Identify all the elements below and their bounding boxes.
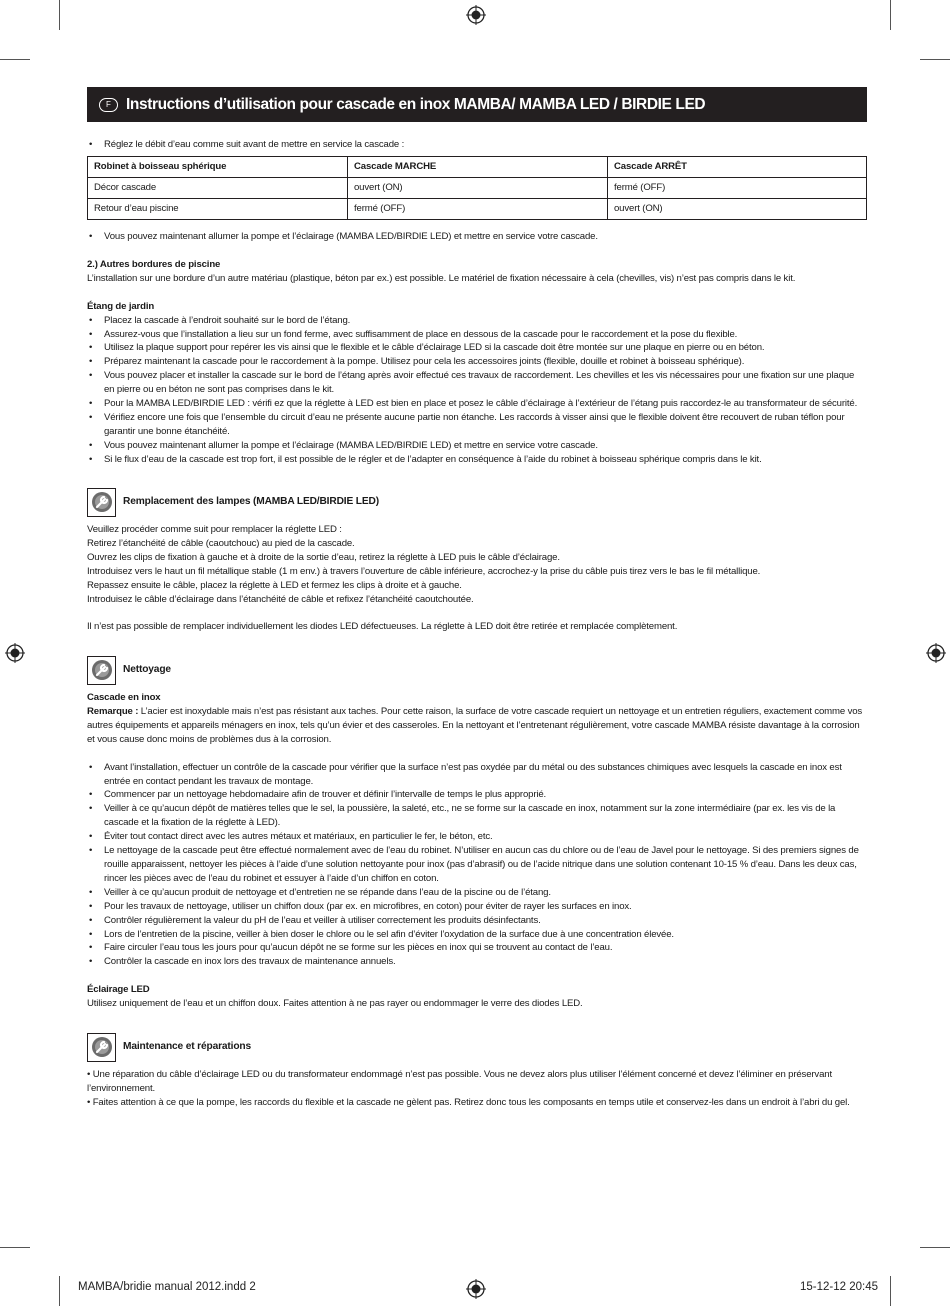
stainless-heading: Cascade en inox [87, 692, 161, 703]
table-cell: Décor cascade [88, 178, 348, 199]
list-item: • Vous pouvez placer et installer la cascade sur le bord de l’étang après avoir effectué ces travaux de raccordement. Les chevilles et les vis nécessaires pour une fixation sur une plaque en pierre ou en béton ne sont pas comprises dans le kit. [87, 369, 867, 397]
table-cell: fermé (OFF) [348, 199, 608, 220]
maintenance-section [87, 1031, 867, 1110]
flow-table-wrap [87, 156, 867, 220]
tools-icon [87, 1033, 116, 1062]
lamps-note: Il n’est pas possible de remplacer individuellement les diodes LED défectueuses. La réglette à LED doit être retirée et remplacée complètement. [87, 621, 678, 633]
list-item: • Pour les travaux de nettoyage, utiliser un chiffon doux (par ex. en microfibres, en coton) pour éviter de rayer les surfaces en inox. [87, 900, 867, 914]
text-line: Introduisez vers le haut un fil métallique stable (1 m env.) à travers l’ouverture de câble inférieure, accrochez-y la prise du câble puis tirez vers le bas le fil métallique. [87, 565, 761, 577]
list-item: • Utilisez la plaque support pour repérer les vis ainsi que le flexible et le câble d’éclairage LED si la cascade doit être montée sur une plaque en pierre ou en béton. [87, 341, 867, 355]
section-title: Remplacement des lampes (MAMBA LED/BIRDIE LED) [123, 496, 379, 508]
crop-mark [920, 1247, 950, 1248]
intro-section [87, 138, 867, 152]
list-item: • Pour la MAMBA LED/BIRDIE LED : vérifi ez que la réglette à LED est bien en place et posez le câble d’éclairage à l’extérieur de l’étang puis raccordez-le au transformateur de sécurité. [87, 397, 867, 411]
tools-icon [87, 488, 116, 517]
led-heading: Éclairage LED [87, 984, 150, 996]
page-header [87, 87, 867, 122]
text-line: Ouvrez les clips de fixation à gauche et à droite de la sortie d’eau, retirez la réglette à LED puis le câble d’éclairage. [87, 551, 560, 563]
table-cell: ouvert (ON) [608, 199, 867, 220]
crop-mark [920, 59, 950, 60]
list-item: • Faire circuler l’eau tous les jours pour qu’aucun dépôt ne se forme sur les pièces en inox qui se trouvent au contact de l’eau. [87, 941, 867, 955]
body-part-1 [87, 230, 867, 467]
table-header: Cascade ARRÊT [608, 157, 867, 178]
table-row [88, 199, 867, 220]
list-item: • Lors de l’entretien de la piscine, veiller à bien doser le chlore ou le sel afin d’éviter l’oxydation de la surface due à une concentration élevée. [87, 928, 867, 942]
registration-mark-icon [926, 643, 946, 663]
section-title: Nettoyage [123, 664, 171, 676]
garden-heading: Étang de jardin [87, 300, 155, 312]
list-item: • Contrôler la cascade en inox lors des travaux de maintenance annuels. [87, 955, 867, 969]
remark-paragraph [87, 705, 867, 747]
text-line: • Une réparation du câble d’éclairage LED ou du transformateur endommagé n’est pas possible. Vous ne devez alors plus utiliser l’élément concerné et devez l’éliminer en préservant l’environnement. [87, 1069, 832, 1094]
borders-text: L’installation sur une bordure d’un autre matériau (plastique, béton par ex.) est possible. Le matériel de fixation nécessaire à cela (chevilles, vis) n’est pas compris dans le kit. [87, 272, 796, 284]
registration-mark-icon [466, 1279, 486, 1299]
lamps-section [87, 486, 867, 634]
list-item: • Le nettoyage de la cascade peut être effectué normalement avec de l’eau du robinet. N’utiliser en aucun cas du chlore ou de l’eau de Javel pour le nettoyage. Si des premiers signes de rouille apparaissent, nettoyer les pièces à l’aide d’une solution nettoyante pour inox (pas d’abrasif) ou de l’acide nitrique dans une solution contenant 10-15 % d’eau. Dans les deux cas, rincer les pièces avec de l’eau du robinet et essuyer à l’aide d’un chiffon en coton. [87, 844, 867, 886]
footer-filename: MAMBA/bridie manual 2012.indd 2 [78, 1281, 256, 1293]
list-item: • Commencer par un nettoyage hebdomadaire afin de trouver et définir l’intervalle de temps le plus approprié. [87, 788, 867, 802]
text-line: • Faites attention à ce que la pompe, les raccords du flexible et la cascade ne gèlent pas. Retirez donc tous les composants en temps utile et conservez-les dans un endroit à l’abri du gel. [87, 1096, 850, 1108]
table-header-row [88, 157, 867, 178]
table-header: Cascade MARCHE [348, 157, 608, 178]
page-title: Instructions d’utilisation pour cascade en inox MAMBA/ MAMBA LED / BIRDIE LED [126, 95, 706, 113]
remark-text: L’acier est inoxydable mais n’est pas résistant aux taches. Pour cette raison, la surface de votre cascade requiert un nettoyage et un entretien réguliers, exactement comme vos autres équipements et appareils ménagers en inox, tels qu’un évier et des casseroles. En la nettoyant et l’entretenant régulièrement, votre cascade MAMBA résiste davantage à la corrosion et vous cause donc moins de problèmes dus à la corrosion. [87, 705, 863, 745]
crop-mark [0, 59, 30, 60]
list-item: • Veiller à ce qu’aucun dépôt de matières telles que le sel, la poussière, la saleté, etc., ne se forme sur la cascade en inox, notamment sur la zone intermédiaire (par ex. les vis de la cascade et la fixation de la réglette à LED). [87, 802, 867, 830]
table-cell: ouvert (ON) [348, 178, 608, 199]
after-table-bullet: • Vous pouvez maintenant allumer la pompe et l’éclairage (MAMBA LED/BIRDIE LED) et mettre en service votre cascade. [87, 230, 867, 244]
registration-mark-icon [5, 643, 25, 663]
list-item: • Contrôler régulièrement la valeur du pH de l’eau et veiller à utiliser correctement les produits désinfectants. [87, 914, 867, 928]
crop-mark [890, 1276, 891, 1306]
language-badge: F [99, 98, 118, 112]
footer-datetime: 15-12-12 20:45 [800, 1281, 879, 1293]
list-item: • Veiller à ce qu’aucun produit de nettoyage et d’entretien ne se répande dans l’eau de la piscine ou de l’étang. [87, 886, 867, 900]
flow-table [87, 156, 867, 220]
list-item: • Vérifiez encore une fois que l’ensemble du circuit d’eau ne présente aucune partie non étanche. Les raccords à visser ainsi que le flexible doivent être recouvert de ruban téflon pour garantir une bonne étanchéité. [87, 411, 867, 439]
borders-heading: 2.) Autres bordures de piscine [87, 258, 221, 270]
section-header [87, 654, 867, 686]
table-cell: fermé (OFF) [608, 178, 867, 199]
list-item: • Vous pouvez maintenant allumer la pompe et l’éclairage (MAMBA LED/BIRDIE LED) et mettre en service votre cascade. [87, 439, 867, 453]
section-header [87, 486, 867, 518]
led-text: Utilisez uniquement de l’eau et un chiffon doux. Faites attention à ne pas rayer ou endommager le verre des diodes LED. [87, 998, 583, 1010]
list-item: • Préparez maintenant la cascade pour le raccordement à la pompe. Utilisez pour cela les accessoires joints (flexible, douille et robinet à boisseau sphérique). [87, 355, 867, 369]
crop-mark [890, 0, 891, 30]
list-item: • Éviter tout contact direct avec les autres métaux et matériaux, en particulier le fer, le béton, etc. [87, 830, 867, 844]
remark-label: Remarque : [87, 705, 139, 717]
section-header [87, 1031, 867, 1063]
table-header: Robinet à boisseau sphérique [88, 157, 348, 178]
list-item: • Placez la cascade à l’endroit souhaité sur le bord de l’étang. [87, 314, 867, 328]
registration-mark-icon [466, 5, 486, 25]
section-title: Maintenance et réparations [123, 1041, 252, 1053]
crop-mark [0, 1247, 30, 1248]
crop-mark [59, 1276, 60, 1306]
cleaning-section [87, 654, 867, 1011]
list-item: • Si le flux d’eau de la cascade est trop fort, il est possible de le régler et de l’adapter en conséquence à l’aide du robinet à boisseau sphérique compris dans le kit. [87, 453, 867, 467]
table-cell: Retour d’eau piscine [88, 199, 348, 220]
text-line: Veuillez procéder comme suit pour remplacer la réglette LED : [87, 524, 342, 535]
tools-icon [87, 656, 116, 685]
list-item: • Avant l’installation, effectuer un contrôle de la cascade pour vérifier que la surface n’est pas oxydée par du métal ou des substances chimiques avec lesquels la cascade en inox est entrée en contact pendant les travaux de montage. [87, 761, 867, 789]
text-line: Repassez ensuite le câble, placez la réglette à LED et fermez les clips à droite et à gauche. [87, 579, 462, 591]
intro-bullet: • Réglez le débit d’eau comme suit avant de mettre en service la cascade : [87, 138, 867, 152]
text-line: Retirez l’étanchéité de câble (caoutchouc) au pied de la cascade. [87, 537, 355, 549]
list-item: • Assurez-vous que l’installation a lieu sur un fond ferme, avec suffisamment de place en dessous de la cascade pour le raccordement et la pose du flexible. [87, 328, 867, 342]
crop-mark [59, 0, 60, 30]
table-row [88, 178, 867, 199]
text-line: Introduisez le câble d’éclairage dans l’étanchéité de câble et refixez l’étanchéité caoutchoutée. [87, 593, 474, 605]
